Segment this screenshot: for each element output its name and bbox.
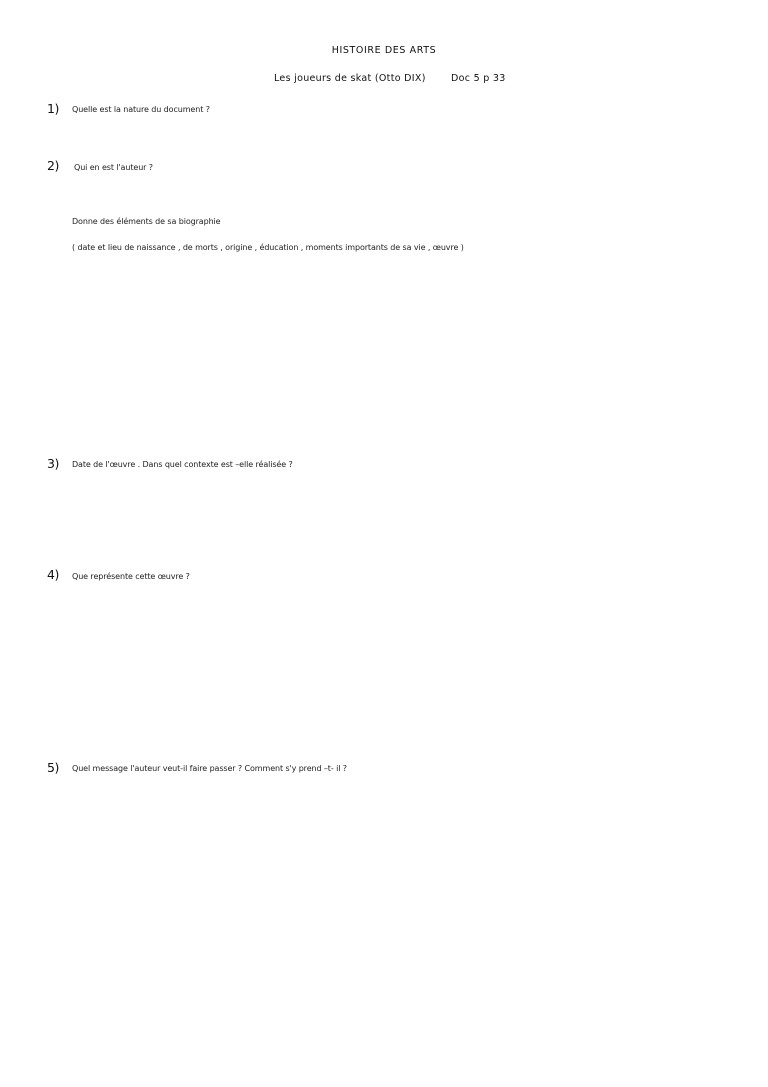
worksheet-title [0,45,768,56]
question-2-instruction: Donne des éléments de sa biographie [72,217,221,226]
question-text-3: Date de l'œuvre . Dans quel contexte est –elle réalisée ? [72,460,293,469]
question-text-2: Qui en est l'auteur ? [74,163,153,172]
question-number-5: 5) [47,760,59,775]
question-text-4: Que représente cette œuvre ? [72,572,190,581]
document-reference: Doc 5 p 33 [451,73,506,84]
question-text-1: Quelle est la nature du document ? [72,105,210,114]
question-number-4: 4) [47,567,59,582]
subtitle-text: Les joueurs de skat (Otto DIX) [274,73,426,84]
question-number-2: 2) [47,158,59,173]
title-text: HISTOIRE DES ARTS [331,45,437,56]
question-number-1: 1) [47,101,59,116]
question-text-5: Quel message l'auteur veut-il faire passer ? Comment s'y prend –t- il ? [72,764,347,773]
question-2-details: ( date et lieu de naissance , de morts , origine , éducation , moments importants de sa vie , œuvre ) [72,243,464,252]
question-number-3: 3) [47,456,59,471]
worksheet-subtitle [274,73,506,84]
